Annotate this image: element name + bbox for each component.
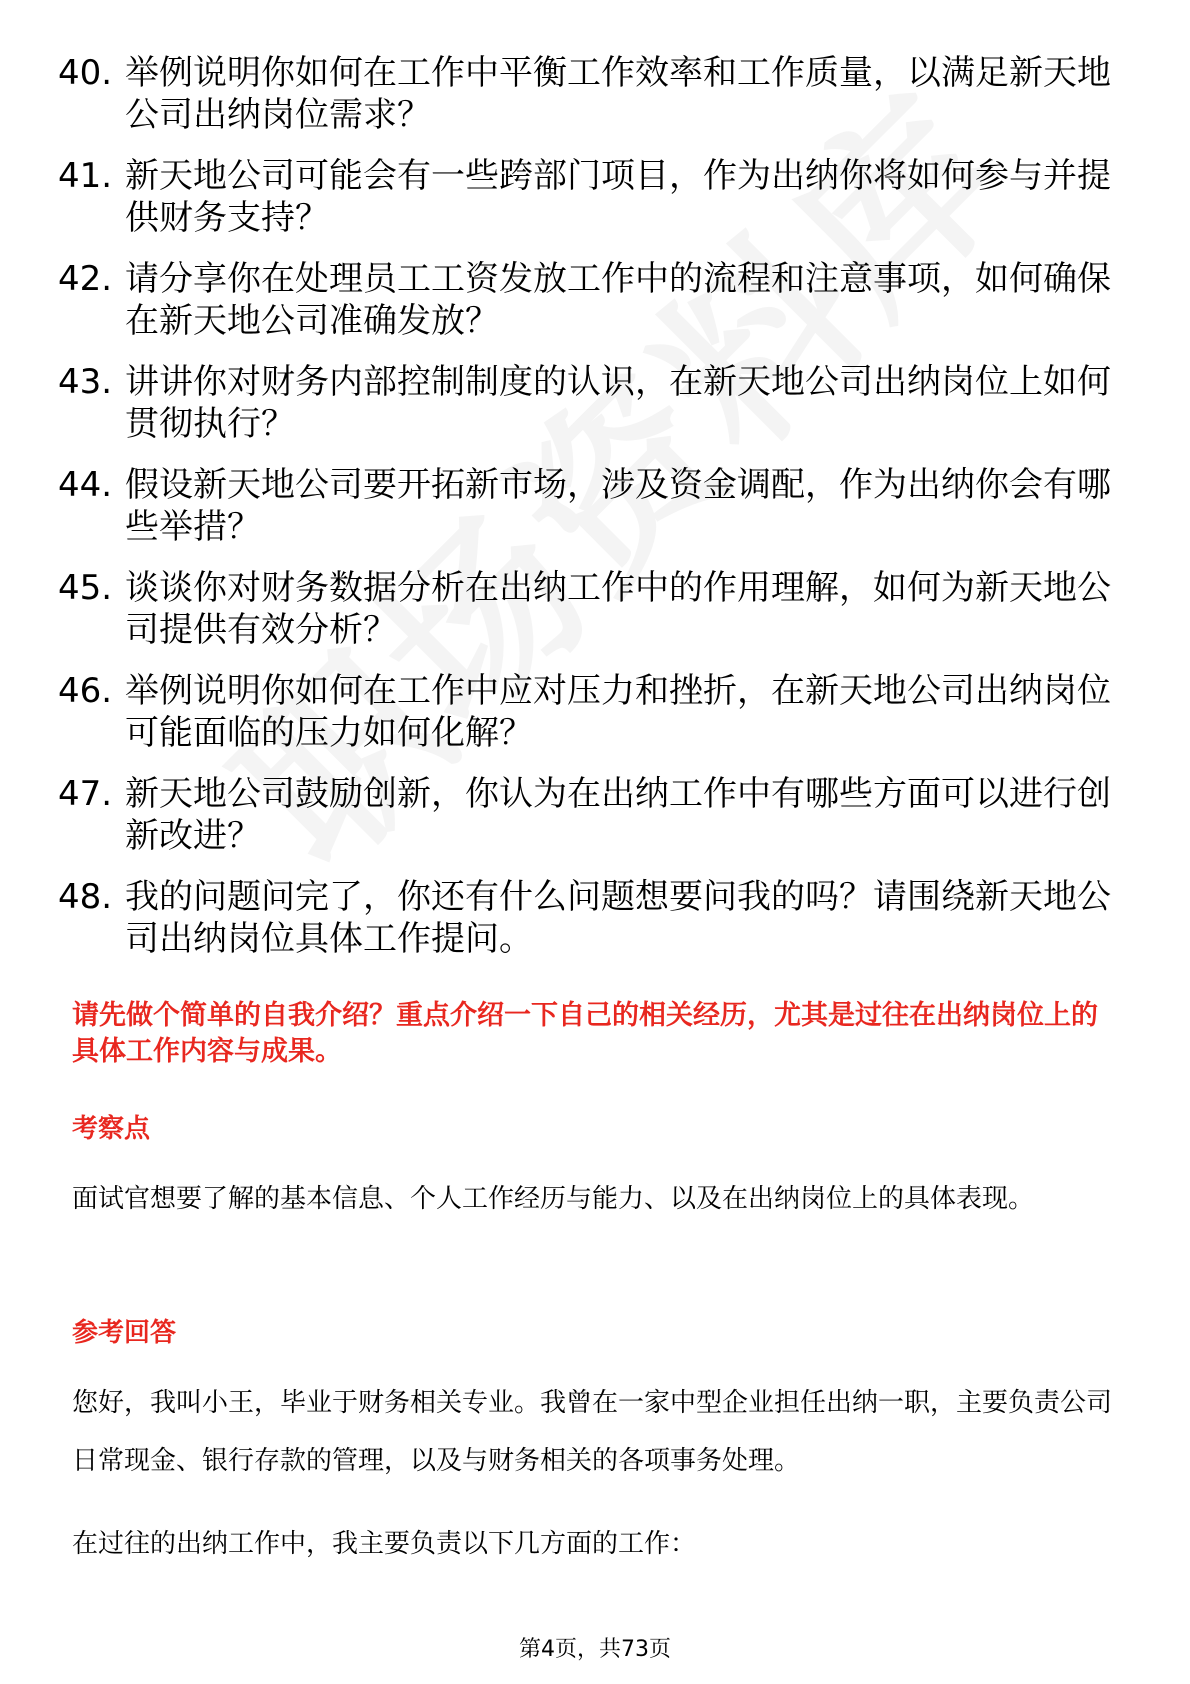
- question-number: 41.: [58, 156, 113, 196]
- question-text: 新天地公司可能会有一些跨部门项目，作为出纳你将如何参与并提供财务支持？: [125, 156, 1111, 238]
- examine-text: 面试官想要了解的基本信息、个人工作经历与能力、以及在出纳岗位上的具体表现。: [72, 1184, 1035, 1214]
- question-number: 40.: [58, 53, 113, 93]
- question-text: 举例说明你如何在工作中应对压力和挫折，在新天地公司出纳岗位可能面临的压力如何化解？: [125, 671, 1111, 753]
- question-text: 讲讲你对财务内部控制制度的认识，在新天地公司出纳岗位上如何贯彻执行？: [125, 362, 1111, 444]
- question-text: 假设新天地公司要开拓新市场，涉及资金调配，作为出纳你会有哪些举措？: [125, 465, 1111, 547]
- focus-question: 请先做个简单的自我介绍？重点介绍一下自己的相关经历，尤其是过往在出纳岗位上的具体工作内容与成果。: [72, 1000, 1098, 1067]
- question-item: [58, 258, 1118, 342]
- question-item: [58, 567, 1118, 651]
- question-item: [58, 361, 1118, 445]
- examine-label: 考察点: [72, 1114, 151, 1144]
- question-item: [58, 464, 1118, 548]
- question-number: 42.: [58, 259, 113, 299]
- question-number: 44.: [58, 465, 113, 505]
- question-list: [58, 52, 1118, 979]
- question-item: [58, 52, 1118, 136]
- question-item: [58, 670, 1118, 754]
- question-text: 新天地公司鼓励创新，你认为在出纳工作中有哪些方面可以进行创新改进？: [125, 774, 1111, 856]
- question-number: 45.: [58, 568, 113, 608]
- question-number: 43.: [58, 362, 113, 402]
- question-number: 46.: [58, 671, 113, 711]
- answer-paragraph: 您好，我叫小王，毕业于财务相关专业。我曾在一家中型企业担任出纳一职，主要负责公司日常现金、银行存款的管理，以及与财务相关的各项事务处理。: [72, 1388, 1113, 1476]
- question-item: [58, 773, 1118, 857]
- question-text: 我的问题问完了，你还有什么问题想要问我的吗？请围绕新天地公司出纳岗位具体工作提问。: [125, 877, 1111, 959]
- question-number: 47.: [58, 774, 113, 814]
- question-item: [58, 155, 1118, 239]
- question-text: 请分享你在处理员工工资发放工作中的流程和注意事项，如何确保在新天地公司准确发放？: [125, 259, 1111, 341]
- page-footer: 第4页，共73页: [519, 1637, 671, 1662]
- question-text: 谈谈你对财务数据分析在出纳工作中的作用理解，如何为新天地公司提供有效分析？: [125, 568, 1111, 650]
- question-text: 举例说明你如何在工作中平衡工作效率和工作质量，以满足新天地公司出纳岗位需求？: [125, 53, 1111, 135]
- question-number: 48.: [58, 877, 113, 917]
- answer-paragraph: 在过往的出纳工作中，我主要负责以下几方面的工作：: [72, 1529, 697, 1559]
- answer-label: 参考回答: [72, 1318, 177, 1348]
- question-item: [58, 876, 1118, 960]
